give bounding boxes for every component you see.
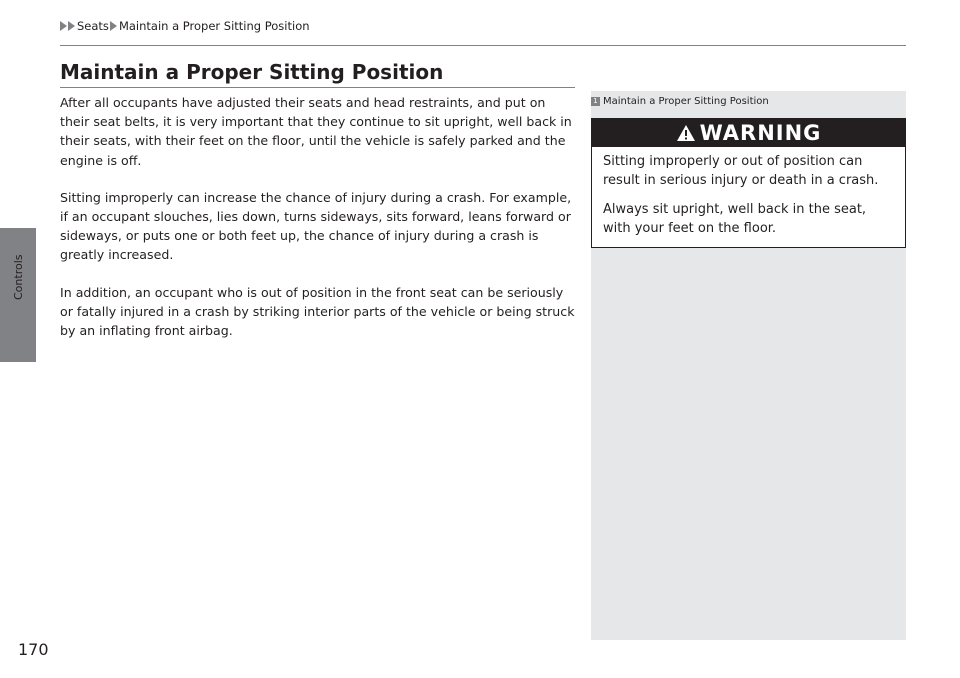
breadcrumb-item-seats[interactable]: Seats — [77, 19, 109, 33]
warning-text: Sitting improperly or out of position can result in serious injury or death in a crash. — [603, 154, 879, 188]
breadcrumb — [60, 19, 310, 33]
warning-header — [592, 119, 905, 147]
title-divider — [60, 87, 575, 88]
page-title: Maintain a Proper Sitting Position — [60, 60, 444, 84]
reference-number-badge: 1 — [591, 97, 600, 106]
breadcrumb-item-current: Maintain a Proper Sitting Position — [118, 19, 310, 33]
sidebar-title-text: Maintain a Proper Sitting Position — [603, 96, 769, 107]
warning-triangle-icon — [676, 124, 696, 142]
page-number: 170 — [18, 640, 49, 659]
breadcrumb-arrow-icon — [60, 21, 67, 31]
warning-body — [592, 147, 905, 238]
breadcrumb-arrow-icon — [110, 21, 117, 31]
warning-box — [591, 118, 906, 248]
body-paragraph: Sitting improperly can increase the chance of injury during a crash. For example, if an occupant slouches, lies down, turns sideways, sits forward, leans forward or sideways, or puts one or both feet up, the chance of injury during a crash is greatly increased. — [60, 189, 572, 263]
header-divider — [60, 45, 906, 46]
body-paragraph: After all occupants have adjusted their seats and head restraints, and put on their seat belts, it is very important that they continue to sit upright, well back in their seats, with their feet on the floor, until the vehicle is safely parked and the engine is off. — [60, 95, 572, 168]
section-label: Controls — [12, 254, 25, 300]
warning-text: Always sit upright, well back in the seat, with your feet on the floor. — [603, 202, 867, 236]
breadcrumb-arrow-icon — [68, 21, 75, 31]
body-text — [60, 93, 575, 358]
sidebar-title — [591, 96, 769, 107]
warning-label: WARNING — [699, 121, 822, 145]
body-paragraph: In addition, an occupant who is out of position in the front seat can be seriously or fatally injured in a crash by striking interior parts of the vehicle or being struck by an inflating front airbag. — [60, 284, 575, 339]
